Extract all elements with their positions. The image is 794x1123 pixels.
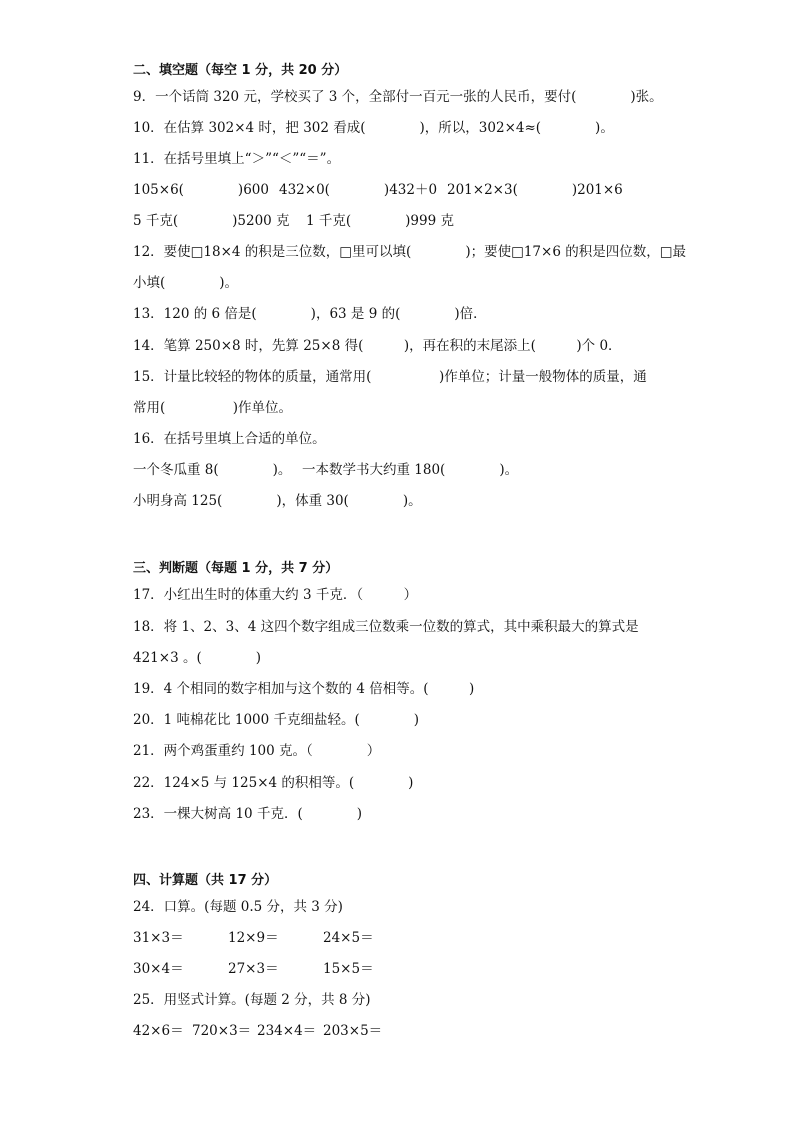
question-21: 21．两个鸡蛋重约 100 克。（ ） bbox=[133, 743, 381, 759]
q11-compare-2: 432×0( )432＋0 bbox=[279, 182, 438, 198]
question-18-line1: 18．将 1、2、3、4 这四个数字组成三位数乘一位数的算式，其中乘积最大的算式是 bbox=[133, 619, 639, 635]
question-14: 14．笔算 250×8 时，先算 25×8 得( )，再在积的末尾添上( )个 0． bbox=[133, 338, 622, 354]
q16-item-1: 一个冬瓜重 8( )。 bbox=[133, 462, 292, 478]
section4-title: 四、计算题（共 17 分） bbox=[133, 873, 278, 888]
q11-compare-3: 201×2×3( )201×6 bbox=[447, 182, 623, 198]
q24-calc-1: 31×3＝ bbox=[133, 930, 184, 946]
question-13: 13．120 的 6 倍是( )，63 是 9 的( )倍． bbox=[133, 306, 487, 322]
q25-calc-2: 720×3＝ bbox=[192, 1023, 252, 1039]
question-25: 25．用竖式计算。(每题 2 分，共 8 分) bbox=[133, 992, 371, 1008]
q24-calc-4: 30×4＝ bbox=[133, 961, 184, 977]
q25-calc-1: 42×6＝ bbox=[133, 1023, 184, 1039]
question-12-line1: 12．要使□18×4 的积是三位数，□里可以填( )；要使□17×6 的积是四位数，□最 bbox=[133, 244, 686, 260]
q24-calc-5: 27×3＝ bbox=[228, 961, 279, 977]
section3-title: 三、判断题（每题 1 分，共 7 分） bbox=[133, 561, 339, 576]
question-15-line2: 常用( )作单位。 bbox=[133, 400, 293, 416]
question-17: 17．小红出生时的体重大约 3 千克．（ ） bbox=[133, 587, 418, 603]
q24-calc-2: 12×9＝ bbox=[228, 930, 279, 946]
q11-compare-5: 1 千克( )999 克 bbox=[306, 213, 454, 229]
section2-title: 二、填空题（每空 1 分，共 20 分） bbox=[133, 63, 348, 78]
question-11: 11．在括号里填上“＞”“＜”“＝”。 bbox=[133, 151, 341, 167]
question-20: 20．1 吨棉花比 1000 千克细盐轻。( ) bbox=[133, 712, 420, 728]
q16-item-3: 小明身高 125( )，体重 30( )。 bbox=[133, 493, 422, 509]
question-23: 23．一棵大树高 10 千克．( ) bbox=[133, 806, 362, 822]
question-10: 10．在估算 302×4 时，把 302 看成( )，所以，302×4≈( )。 bbox=[133, 120, 614, 136]
q11-compare-1: 105×6( )600 bbox=[133, 182, 269, 198]
question-12-line2: 小填( )。 bbox=[133, 275, 239, 291]
q24-calc-3: 24×5＝ bbox=[323, 930, 374, 946]
question-18-line2: 421×3 。( ) bbox=[133, 650, 261, 666]
question-15-line1: 15．计量比较轻的物体的质量，通常用( )作单位；计量一般物体的质量，通 bbox=[133, 369, 647, 385]
q25-calc-3: 234×4＝ bbox=[257, 1023, 317, 1039]
q16-item-2: 一本数学书大约重 180( )。 bbox=[302, 462, 519, 478]
q24-calc-6: 15×5＝ bbox=[323, 961, 374, 977]
question-24: 24．口算。(每题 0.5 分，共 3 分) bbox=[133, 899, 343, 915]
question-22: 22．124×5 与 125×4 的积相等。( ) bbox=[133, 775, 414, 791]
question-16: 16．在括号里填上合适的单位。 bbox=[133, 431, 326, 447]
q25-calc-4: 203×5＝ bbox=[323, 1023, 383, 1039]
question-19: 19．4 个相同的数字相加与这个数的 4 倍相等。( ) bbox=[133, 681, 475, 697]
question-9: 9．一个话筒 320 元，学校买了 3 个，全部付一百元一张的人民币，要付( )张。 bbox=[133, 89, 663, 105]
q11-compare-4: 5 千克( )5200 克 bbox=[133, 213, 290, 229]
